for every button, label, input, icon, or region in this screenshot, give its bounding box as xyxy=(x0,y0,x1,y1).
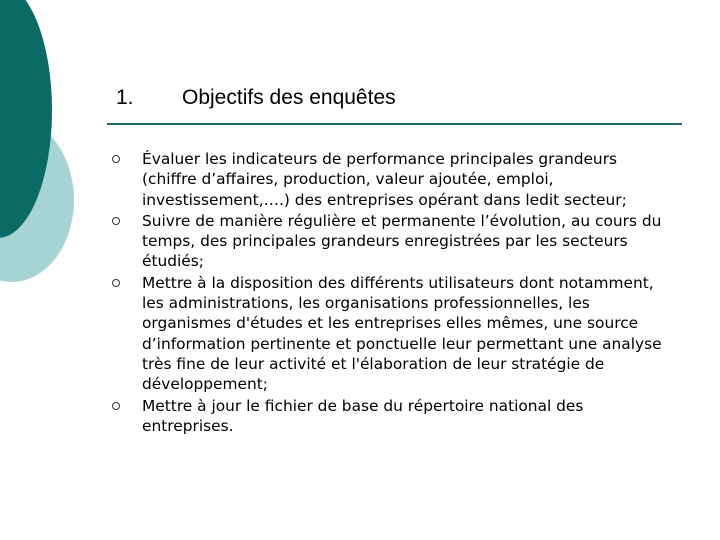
bullet-item xyxy=(112,149,672,210)
circle-bullet-icon xyxy=(112,402,120,410)
bullet-text: Mettre à jour le fichier de base du répertoire national des entreprises. xyxy=(142,396,584,435)
bullet-item xyxy=(112,273,672,395)
bullet-item xyxy=(112,396,672,437)
light-teal-shape xyxy=(0,118,74,282)
circle-bullet-icon xyxy=(112,155,120,163)
circle-bullet-icon xyxy=(112,217,120,225)
title-divider xyxy=(107,123,682,125)
bullet-text: Évaluer les indicateurs de performance principales grandeurs (chiffre d’affaires, production, valeur ajoutée, emploi, investissement,….) des entreprises opérant dans ledit secteur; xyxy=(142,150,627,209)
bullet-text: Mettre à la disposition des différents utilisateurs dont notamment, les administrations, les organisations professionnelles, les organismes d'études et les entreprises elles mêmes, une source d’information pertinente et ponctuelle leur permettant une analyse très fine de leur activité et l'élaboration de leur stratégie de développement; xyxy=(142,273,662,394)
bullet-text: Suivre de manière régulière et permanente l’évolution, au cours du temps, des principales grandeurs enregistrées par les secteurs étudiés; xyxy=(142,211,662,271)
dark-teal-shape xyxy=(0,0,52,238)
title-text: Objectifs des enquêtes xyxy=(182,86,396,109)
circle-bullet-icon xyxy=(112,279,120,287)
bullet-item xyxy=(112,211,672,272)
bullet-list xyxy=(112,149,672,437)
title-number: 1. xyxy=(116,86,134,109)
